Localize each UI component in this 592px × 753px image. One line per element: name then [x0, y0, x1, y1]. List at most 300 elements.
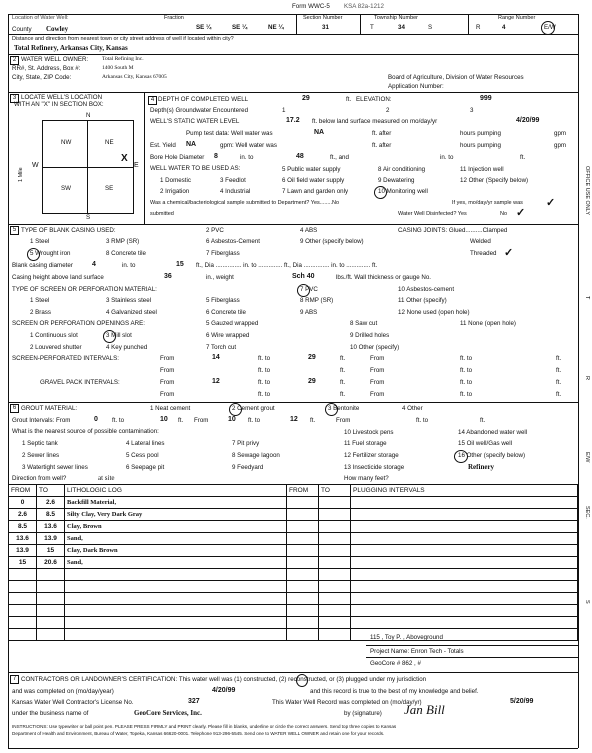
- depth-value: 29: [302, 95, 310, 102]
- height-label: Casing height above land surface: [12, 274, 104, 281]
- log-cell-from: 13.9: [9, 545, 37, 557]
- grout-ft-to-2: ft. to: [248, 417, 261, 424]
- grout-from-label-3: From: [336, 417, 351, 424]
- gravel-to: 29: [308, 378, 316, 385]
- fraction-1: SE ¼: [196, 24, 212, 31]
- log-cell-pfrom: [287, 569, 319, 581]
- form-title: Form WWC-5: [292, 3, 330, 10]
- elevation-label: ELEVATION:: [356, 96, 392, 103]
- fraction-2: SE ¼: [232, 24, 248, 31]
- grout-from-label-2: From: [194, 417, 209, 424]
- log-cell-plug: [351, 605, 578, 617]
- log-cell-to: 13.6: [37, 521, 65, 533]
- contam-septic: 1 Septic tank: [22, 440, 58, 447]
- wall-label: lbs./ft. Wall thickness or gauge No.: [336, 274, 432, 281]
- grout-ft-to-1: ft. to: [112, 417, 125, 424]
- log-cell-from: 8.5: [9, 521, 37, 533]
- gravel-from-label-2: From: [370, 379, 385, 386]
- contam-privy: 7 Pit privy: [232, 440, 260, 447]
- monitoring-circle: [374, 186, 387, 199]
- owner-name: Total Refining Inc.: [102, 56, 144, 62]
- pump-gpm: gpm: [554, 130, 567, 137]
- log-cell-desc: [65, 605, 287, 617]
- log-cell-desc: Clay, Dark Brown: [65, 545, 287, 557]
- log-cell-to: 13.9: [37, 533, 65, 545]
- contam-label: What is the nearest source of possible contamination:: [12, 428, 159, 435]
- joints-threaded: Threaded: [470, 250, 497, 257]
- fraction-3: NE ¼: [268, 24, 284, 31]
- instructions-2: Department of Health and Environment, Bureau of Water, Topeka, Kansas 66620-0001. Telephone 913-296-5545. Send one to WATER WELL OWNER and retain one for your records.: [12, 731, 385, 736]
- use-oil-field: 6 Oil field water supply: [282, 177, 345, 184]
- log-cell-plug: [351, 509, 578, 521]
- quadrant-sw: SW: [61, 185, 71, 192]
- signature-label: by (signature): [344, 710, 382, 717]
- casing-wrought: 2 PVC: [206, 227, 224, 234]
- distance-value: Total Refinery, Arkansas City, Kansas: [14, 44, 128, 52]
- opening-wire: 6 Wire wrapped: [206, 332, 250, 339]
- contam-abandoned: 14 Abandoned water well: [458, 429, 528, 436]
- log-cell-pfrom: [287, 509, 319, 521]
- howmany-label: How many feet?: [344, 475, 389, 482]
- grout-ft-3: ft.: [480, 417, 486, 424]
- opening-gauzed: 5 Gauzed wrapped: [206, 320, 259, 327]
- perf-ft-to-3: ft. to: [258, 367, 271, 374]
- opening-mill: 3 Mill slot: [106, 332, 132, 339]
- use-feedlot: 3 Feedlot: [220, 177, 246, 184]
- log-cell-plug: [351, 593, 578, 605]
- screen-other: 11 Other (specify): [398, 297, 447, 304]
- log-cell-desc: [65, 629, 287, 641]
- sidebar-t: T: [584, 296, 590, 300]
- gravel-ft-to-2: ft. to: [460, 379, 473, 386]
- casing-concrete: 4 ABS: [300, 227, 318, 234]
- grout-ft-to-3: ft. to: [416, 417, 429, 424]
- log-cell-from: 13.6: [9, 533, 37, 545]
- log-cell-pfrom: [287, 533, 319, 545]
- log-header-from: FROM: [9, 485, 37, 497]
- cert-line-2b: and this record is true to the best of my knowledge and belief.: [310, 688, 479, 695]
- opening-torch: 7 Torch cut: [206, 344, 237, 351]
- log-cell-desc: Clay, Brown: [65, 521, 287, 533]
- perf-to: 29: [308, 354, 316, 361]
- table-row: [9, 557, 578, 569]
- gravel-from-label-3: From: [160, 391, 175, 398]
- bore-and: ft., and: [330, 154, 349, 161]
- log-cell-pfrom: [287, 629, 319, 641]
- quadrant-se: SE: [105, 185, 114, 192]
- fraction-label: Fraction: [164, 15, 184, 21]
- grout-neat: 1 Neat cement: [150, 405, 191, 412]
- casing-label: TYPE OF BLANK CASING USED:: [21, 227, 116, 234]
- bore-to: in. to: [240, 154, 254, 161]
- log-cell-desc: [65, 581, 287, 593]
- log-cell-plug: [351, 545, 578, 557]
- gravel-from-label-4: From: [370, 391, 385, 398]
- yield-gpm-2: gpm: [554, 142, 567, 149]
- perf-label: SCREEN-PERFORATED INTERVALS:: [12, 355, 119, 362]
- use-domestic: 1 Domestic: [160, 177, 191, 184]
- table-row: [9, 569, 578, 581]
- use-label: WELL WATER TO BE USED AS:: [150, 165, 241, 172]
- log-cell-desc: [65, 569, 287, 581]
- contam-fertilizer: 12 Fertilizer storage: [344, 452, 399, 459]
- contam-sewer: 2 Sewer lines: [22, 452, 60, 459]
- gravel-from-label: From: [160, 379, 175, 386]
- log-cell-from: [9, 617, 37, 629]
- joints-welded: Welded: [470, 238, 491, 245]
- bore-in-to: in. to: [440, 154, 454, 161]
- range-number: 4: [502, 24, 506, 31]
- locate-label-1: LOCATE WELL'S LOCATION: [21, 94, 103, 101]
- range-e-circle: [541, 21, 555, 35]
- log-cell-pfrom: [287, 581, 319, 593]
- weight-value: Sch 40: [292, 273, 315, 280]
- pump-value: NA: [314, 129, 325, 136]
- static-value: 17.2: [286, 117, 300, 124]
- yield-label: Est. Yield: [150, 142, 176, 149]
- section-6-number: 6: [10, 404, 19, 413]
- log-cell-from: [9, 593, 37, 605]
- pump-after: ft. after: [372, 130, 392, 137]
- log-cell-pfrom: [287, 593, 319, 605]
- constructed-circle: [296, 674, 308, 687]
- grout-from-2: 10: [228, 416, 236, 423]
- log-header-plugging: PLUGGING INTERVALS: [351, 485, 578, 497]
- office-use-label: OFFICE USE ONLY: [584, 166, 590, 216]
- board-label: Board of Agriculture, Division of Water Resources: [388, 74, 524, 81]
- casing-abs: 8 Concrete tile: [106, 250, 146, 257]
- log-cell-to: 15: [37, 545, 65, 557]
- contam-cess: 5 Cess pool: [126, 452, 159, 459]
- county-value: Cowley: [46, 25, 69, 33]
- perf-from-label: From: [160, 355, 175, 362]
- log-cell-to: 8.5: [37, 509, 65, 521]
- log-cell-plug: [351, 533, 578, 545]
- disinfected-no: No: [500, 211, 508, 217]
- perf-ft-3: ft.: [340, 367, 346, 374]
- yield-value: NA: [186, 141, 197, 148]
- screen-stainless: 3 Stainless steel: [106, 297, 152, 304]
- diameter-to-ft: 15: [176, 261, 184, 268]
- opening-none: 11 None (open hole): [460, 320, 516, 327]
- log-cell-from: 2.6: [9, 509, 37, 521]
- screen-pvc-circle: [297, 284, 310, 297]
- log-cell-to: [37, 617, 65, 629]
- log-cell-pto: [319, 569, 351, 581]
- table-row: [9, 545, 578, 557]
- sidebar-r: R: [584, 376, 590, 380]
- cert-line-1: CONTRACTORS OR LANDOWNER'S CERTIFICATION: This water well was (1) constructed, (2) reconstructed, or (3) plugged under my jurisdiction: [21, 676, 427, 683]
- log-cell-plug: [351, 497, 578, 509]
- use-lawn: 7 Lawn and garden only: [282, 188, 349, 195]
- diameter-value: 4: [92, 261, 96, 268]
- gravel-label: GRAVEL PACK INTERVALS:: [40, 379, 120, 386]
- bentonite-circle: [325, 403, 338, 416]
- grout-other: 4 Other: [402, 405, 423, 412]
- log-cell-from: [9, 569, 37, 581]
- static-suffix: ft. below land surface measured on mo/day/yr: [312, 118, 438, 125]
- grout-bentonite: 3 Bentonite: [328, 405, 360, 412]
- log-cell-from: [9, 629, 37, 641]
- diameter-in-to: in. to: [122, 262, 136, 269]
- screen-brass: 2 Brass: [30, 309, 51, 316]
- submitted-label: submitted: [150, 211, 174, 217]
- grout-intervals-label: Grout Intervals: From: [12, 417, 71, 424]
- log-cell-plug: [351, 557, 578, 569]
- owner-address-label: RR#, St. Address, Box #:: [12, 65, 81, 72]
- section-4-number: 4: [148, 96, 157, 105]
- casing-fiberglass: 7 Fiberglass: [206, 250, 240, 257]
- gravel-ft-to-4: ft. to: [460, 391, 473, 398]
- log-cell-pto: [319, 533, 351, 545]
- table-row: [9, 533, 578, 545]
- owner-label: WATER WELL OWNER:: [21, 56, 89, 63]
- height-value: 36: [164, 273, 172, 280]
- log-cell-plug: [351, 581, 578, 593]
- record-date: 5/20/99: [510, 698, 534, 705]
- perf-ft-4: ft.: [556, 367, 562, 374]
- table-row: [9, 497, 578, 509]
- depth-ft: ft.: [346, 96, 352, 103]
- sidebar-ew: E/W: [584, 452, 590, 463]
- township-t: T: [370, 24, 374, 31]
- use-injection: 11 Injection well: [460, 166, 504, 173]
- gravel-ft-4: ft.: [556, 391, 562, 398]
- perf-ft-to: ft. to: [258, 355, 271, 362]
- locate-label-2: WITH AN "X" IN SECTION BOX:: [14, 101, 104, 108]
- locate-n: N: [86, 112, 91, 119]
- grout-to-1: 10: [160, 416, 168, 423]
- distance-label: Distance and direction from nearest town or city street address of well if located within city?: [12, 36, 234, 42]
- no-checkmark-2: ✓: [516, 207, 526, 219]
- contam-seepage: 6 Seepage pit: [126, 464, 165, 471]
- well-x-mark: X: [121, 153, 128, 164]
- use-monitoring: 10 Monitoring well: [378, 188, 428, 195]
- table-row: [9, 593, 578, 605]
- table-row: [9, 629, 578, 641]
- grout-to-2: 12: [290, 416, 298, 423]
- screen-pvc: 7 PVC: [300, 286, 318, 293]
- log-cell-pto: [319, 629, 351, 641]
- log-cell-pto: [319, 593, 351, 605]
- contam-insecticide: 13 Insecticide storage: [344, 464, 405, 471]
- location-label: Location of Water Well:: [12, 15, 69, 21]
- joints-label: CASING JOINTS: Glued..........Clamped: [398, 227, 508, 234]
- opening-other: 10 Other (specify): [350, 344, 400, 351]
- county-label: County: [12, 26, 32, 33]
- log-cell-pto: [319, 581, 351, 593]
- log-cell-pto: [319, 557, 351, 569]
- log-cell-desc: [65, 617, 287, 629]
- groundwater-label: Depth(s) Groundwater Encountered: [150, 107, 249, 114]
- log-header-plug-to: TO: [319, 485, 351, 497]
- gravel-ft-to-3: ft. to: [258, 391, 271, 398]
- static-label: WELL'S STATIC WATER LEVEL: [150, 118, 240, 125]
- quadrant-ne: NE: [105, 139, 114, 146]
- log-cell-desc: Backfill Material,: [65, 497, 287, 509]
- township-number: 34: [398, 24, 405, 31]
- business-name: GeoCore Services, Inc.: [134, 709, 202, 717]
- table-row: [9, 509, 578, 521]
- yield-hours: hours pumping: [460, 142, 501, 149]
- screen-asbestos: 10 Asbestos-cement: [398, 286, 455, 293]
- contam-oil-well: 15 Oil well/Gas well: [458, 440, 512, 447]
- use-air: 8 Air conditioning: [378, 166, 426, 173]
- bore-ft: ft.: [520, 154, 526, 161]
- grout-from-1: 0: [94, 416, 98, 423]
- section-box: [42, 120, 134, 214]
- log-cell-pto: [319, 617, 351, 629]
- township-label: Township Number: [374, 15, 419, 21]
- signature: Jan Bill: [404, 702, 445, 717]
- owner-city: Arkansas City, Kansas 67005: [102, 74, 167, 80]
- gw-1: 1: [282, 107, 286, 114]
- log-note-2: Project Name: Enron Tech - Totals: [370, 648, 464, 655]
- log-cell-from: 15: [9, 557, 37, 569]
- screen-label: TYPE OF SCREEN OR PERFORATION MATERIAL:: [12, 286, 157, 293]
- perf-from: 14: [212, 354, 220, 361]
- diameter-tail: ft., Dia ............... in. to .............. ft., Dia ............... in. to .............. ft.: [196, 262, 378, 269]
- opening-louvered: 2 Louvered shutter: [30, 344, 82, 351]
- log-cell-pto: [319, 521, 351, 533]
- contam-feedyard: 9 Feedyard: [232, 464, 264, 471]
- section-3-number: 3: [10, 94, 19, 103]
- gravel-ft-2: ft.: [556, 379, 562, 386]
- screen-fiberglass: 5 Fiberglass: [206, 297, 240, 304]
- screen-none: 12 None used (open hole): [398, 309, 470, 316]
- perf-from-label-3: From: [160, 367, 175, 374]
- direction-label: Direction from well?: [12, 475, 67, 482]
- log-cell-plug: [351, 569, 578, 581]
- range-r: R: [476, 24, 481, 31]
- table-row: [9, 605, 578, 617]
- bore-1: 8: [214, 153, 218, 160]
- perf-from-label-4: From: [370, 367, 385, 374]
- casing-asbestos: 6 Asbestos-Cement: [206, 238, 260, 245]
- log-cell-pto: [319, 509, 351, 521]
- direction-value: at site: [98, 474, 115, 482]
- grout-ft-1: ft.: [178, 417, 184, 424]
- pvc-circle: [27, 248, 40, 261]
- township-s: S: [428, 24, 433, 31]
- pump-hours: hours pumping: [460, 130, 501, 137]
- log-cell-plug: [351, 521, 578, 533]
- log-cell-to: [37, 593, 65, 605]
- depth-label: DEPTH OF COMPLETED WELL: [158, 96, 249, 103]
- log-cell-from: [9, 581, 37, 593]
- use-other: 12 Other (Specify below): [460, 177, 529, 184]
- section-7-number: 7: [10, 675, 19, 684]
- gravel-ft-3: ft.: [340, 391, 346, 398]
- bore-label: Bore Hole Diameter: [150, 154, 205, 161]
- log-cell-to: [37, 569, 65, 581]
- license-number: 327: [188, 698, 200, 705]
- form-ref: KSA 82a-1212: [344, 3, 384, 10]
- yield-gpm: gpm: Well water was: [220, 142, 277, 149]
- locate-e: E: [134, 162, 139, 169]
- section-5-number: 5: [10, 226, 19, 235]
- weight-label: in., weight: [206, 274, 234, 281]
- openings-label: SCREEN OR PERFORATION OPENINGS ARE:: [12, 320, 145, 327]
- threaded-checkmark: ✓: [504, 247, 514, 259]
- instructions-1: INSTRUCTIONS: Use typewriter or ball point pen. PLEASE PRESS FIRMLY and PRINT clearly. Please fill in blanks, underline or circle the correct answers. Send top three copies to Kansas: [12, 724, 397, 729]
- perf-ft-2: ft.: [556, 355, 562, 362]
- casing-pvc: 5 Wrought iron: [30, 250, 71, 257]
- static-date: 4/20/99: [516, 117, 540, 124]
- gw-3: 3: [470, 107, 474, 114]
- no-checkmark-1: ✓: [546, 197, 556, 209]
- log-cell-pfrom: [287, 497, 319, 509]
- use-public: 5 Public water supply: [282, 166, 341, 173]
- opening-saw: 8 Saw cut: [350, 320, 378, 327]
- perf-ft-to-2: ft. to: [460, 355, 473, 362]
- lithologic-log-table: [8, 484, 578, 641]
- cert-line-3b: This Water Well Record was completed on (mo/day/yr): [272, 699, 422, 706]
- gw-2: 2: [386, 107, 390, 114]
- bore-2: 48: [296, 153, 304, 160]
- log-cell-from: 0: [9, 497, 37, 509]
- sidebar-sec: SEC.: [584, 506, 590, 519]
- locate-w: W: [32, 162, 39, 169]
- contam-lagoon: 8 Sewage lagoon: [232, 452, 280, 459]
- log-header-plug-from: FROM: [287, 485, 319, 497]
- log-cell-pfrom: [287, 617, 319, 629]
- section-label: Section Number: [303, 15, 343, 21]
- completed-date: 4/20/99: [212, 687, 236, 694]
- screen-steel: 1 Steel: [30, 297, 50, 304]
- mill-slot-circle: [103, 330, 116, 343]
- log-cell-desc: Silty Clay, Very Dark Gray: [65, 509, 287, 521]
- grout-ft-2: ft.: [310, 417, 316, 424]
- elevation-value: 999: [480, 95, 492, 102]
- log-cell-to: [37, 605, 65, 617]
- contam-watertight: 3 Watertight sewer lines: [22, 464, 88, 471]
- opening-key: 4 Key punched: [106, 344, 148, 351]
- log-cell-pfrom: [287, 605, 319, 617]
- grout-cement: 2 Cement grout: [232, 405, 275, 412]
- log-cell-pto: [319, 605, 351, 617]
- log-cell-desc: [65, 593, 287, 605]
- chem-label: Was a chemical/bacteriological sample submitted to Department? Yes........No: [150, 200, 340, 206]
- gravel-ft-to: ft. to: [258, 379, 271, 386]
- mile-label: 1 Mile: [18, 167, 24, 182]
- gravel-ft: ft.: [340, 379, 346, 386]
- log-cell-pfrom: [287, 557, 319, 569]
- locate-s: S: [86, 214, 91, 221]
- screen-abs: 9 ABS: [300, 309, 318, 316]
- application-label: Application Number:: [388, 83, 444, 90]
- perf-ft-to-4: ft. to: [460, 367, 473, 374]
- perf-from-label-2: From: [370, 355, 385, 362]
- log-cell-to: 20.6: [37, 557, 65, 569]
- quadrant-nw: NW: [61, 139, 72, 146]
- log-note-3: GeoCore # 862 , #: [370, 660, 421, 667]
- diameter-label: Blank casing diameter: [12, 262, 73, 269]
- table-row: [9, 617, 578, 629]
- log-cell-pto: [319, 545, 351, 557]
- screen-concrete: 6 Concrete tile: [206, 309, 246, 316]
- other-contam-value: Refinery: [468, 463, 495, 471]
- screen-galvanized: 4 Galvanized steel: [106, 309, 157, 316]
- grout-label: GROUT MATERIAL:: [21, 405, 78, 412]
- use-irrigation: 2 Irrigation: [160, 188, 190, 195]
- casing-steel: 1 Steel: [30, 238, 50, 245]
- log-cell-pfrom: [287, 521, 319, 533]
- log-cell-desc: Sand,: [65, 557, 287, 569]
- use-dewatering: 9 Dewatering: [378, 177, 415, 184]
- use-industrial: 4 Industrial: [220, 188, 251, 195]
- casing-other: 9 Other (specify below): [300, 238, 364, 245]
